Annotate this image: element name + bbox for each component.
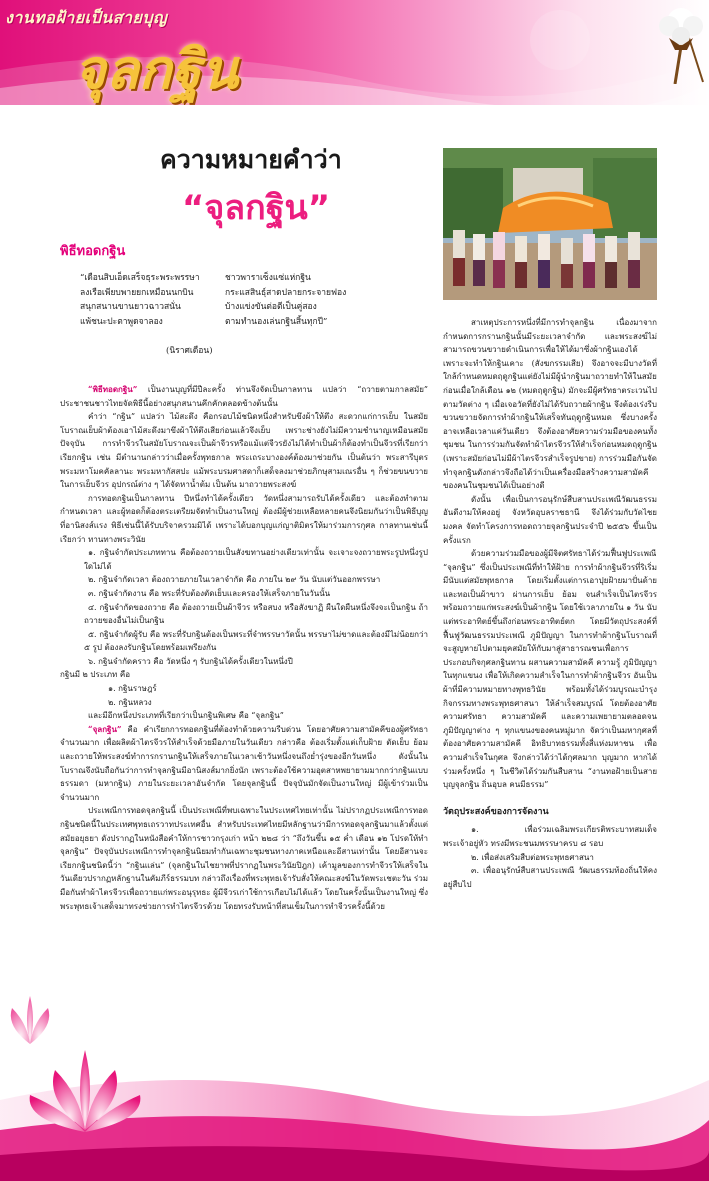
poem-line: แพ้ชนะปะตาพูดจาลอง (80, 316, 163, 327)
ceremony-photo (443, 148, 657, 300)
highlight-term: “พิธีทอดกฐิน” (88, 384, 138, 394)
page-title: ความหมายคำว่า (160, 145, 342, 174)
paragraph: กฐินมี ๒ ประเภท คือ (60, 670, 131, 680)
paragraph: ประเพณีการทอดจุลกฐินนี้ เป็นประเพณีที่พบเฉพาะในประเทศไทยเท่านั้น ไม่ปรากฏประเพณีการทอดกฐินชนิดนี้ในประเทศพุทธเถรวาทประเทศอื่น สำหรับประเทศไทยมีหลักฐานว่ามีการทอดจุลกฐินมาแล้วตั้งแต่สมัยอยุธยา ดังปรากฏในหนังสือคำให้การชาวกรุงเก่า หน้า ๒๒๘ ว่า “ถึงวันขึ้น ๑๕ ค่ำ เดือน ๑๒ โปรดให้ทำจุลกฐิน” ปัจจุบันประเพณีการทำจุลกฐินนิยมทำกันเฉพาะชุมชนทางภาคเหนือและอีสานเท่านั้น โดยอีสานจะเรียกกฐินชนิดนี้ว่า “กฐินแล่น” (จุลกฐินในไชยาพที่ปรากฏในพระวินัยปิฎก) เค้ามูลของการทำจีวรให้เสร็จในวันเดียวปรากฏหลักฐานในคัมภีร์ธรรมบท กล่าวถึงเรื่องที่พระพุทธเจ้ารับสั่งให้คณะสงฆ์ในวัดพระเชตะวัน ร่วมมือกันทำผ้าไตรจีวรเพื่อถวายแก่พระอนุรุทธะ ผู้มีจีวรเก่าใช้การเกือบไม่ได้แล้ว โดยในครั้งนั้นเป็นงานใหญ่ ซึ่งพระพุทธเจ้าเสด็จมาทรงช่วยการทำไตรจีวรด้วย โดยทรงรับหน้าที่สนเข็มในการทำจีวรครั้งนี้ด้วย (60, 806, 428, 911)
poem-source: (นิราศเดือน) (166, 346, 213, 356)
poem-line: ลงเรือเพียบพายยกเหมือนนกบิน (80, 287, 194, 298)
poem-line: “เดือนสิบเอ็ดเสร็จธุระพระพรรษา (80, 273, 200, 283)
list-item: ๑. กฐินราษฎร์ (108, 684, 157, 694)
highlight-term: “จุลกฐิน” (88, 723, 122, 734)
ceremony-photo-illustration (443, 148, 657, 300)
poem-line: บ้างแข่งขันต่อตีเป็นคู่สอง (225, 302, 317, 312)
poem-row (70, 315, 370, 330)
paragraph: ดังนั้น เพื่อเป็นการอนุรักษ์สืบสานประเพณีวัฒนธรรมอันดีงามให้คงอยู่ จังหวัดอุบลราชธานี จึงได้ร่วมกับวัดไชยมงคล จัดทำโครงการทอดถวายจุลกฐินประจำปี ๒๕๕๖ ขึ้นเป็นครั้งแรก (443, 494, 657, 545)
objective-item: ๑. เพื่อร่วมเฉลิมพระเกียรติพระบาทสมเด็จพระเจ้าอยู่หัว ทรงมีพระชนมพรรษาครบ ๘ รอบ (443, 825, 657, 848)
list-item: ๒. กฐินจำกัดเวลา ต้องถวายภายในเวลาจำกัด คือ ภายใน ๒๙ วัน นับแต่วันออกพรรษา (88, 575, 381, 585)
poem-line: สนุกสนานขานยาวฉาวสนั่น (80, 302, 181, 312)
lotus-footer-illustration (0, 950, 709, 1181)
top-banner (0, 0, 709, 105)
paragraph-text: เป็นงานบุญที่มีปีละครั้ง ท่านจึงจัดเป็นกาลทาน แปลว่า “ถวายตามกาลสมัย” ประชาชนชาวไทยจัดพิธีนี้อย่างสนุกสนานคึกคักตลอดข้างต้นนั้น (60, 385, 428, 408)
list-item: ๔. กฐินจำกัดของถวาย คือ ต้องถวายเป็นผ้าจีวร หรือสบง หรือสังฆาฏิ ผืนใดผืนหนึ่งจึงจะเป็นกฐิน ถ้าถวายของอื่นไม่เป็นกฐิน (84, 602, 428, 626)
list-item: ๕. กฐินจำกัดผู้รับ คือ พระที่รับกฐินต้องเป็นพระที่จำพรรษาวัดนั้น พรรษาไม่ขาดและต้องมีไม่น้อยกว่า ๕ รูป ต้องลงรับกฐินโดยพร้อมเพรียงกัน (84, 629, 428, 653)
objectives-title: วัตถุประสงค์ของการจัดงาน (443, 806, 549, 817)
list-item: ๖. กฐินจำกัดคราว คือ วัดหนึ่ง ๆ รับกฐินได้ครั้งเดียวในหนึ่งปี (88, 656, 293, 666)
objective-item: ๓. เพื่ออนุรักษ์สืบสานประเพณี วัฒนธรรมท้องถิ่นให้คงอยู่สืบไป (443, 866, 657, 889)
banner-title: จุลกฐิน (74, 37, 239, 101)
banner-subtitle: งานทอฝ้ายเป็นสายบุญ (5, 8, 168, 27)
list-item: ๒. กฐินหลวง (108, 697, 152, 707)
paragraph: คำว่า “กฐิน” แปลว่า ไม้สะดึง คือกรอบไม้ชนิดหนึ่งสำหรับขึงผ้าให้ตึง สะดวกแก่การเย็บ ในสมัยโบราณเย็บผ้าต้องเอาไม้สะดึงมาขึงผ้าให้ตึงเสียก่อนแล้วจึงเย็บ เพราะช่างยังไม่มีความชำนาญเหมือนสมัยปัจจุบัน การทำจีวรในสมัยโบราณจะเป็นผ้าจีวรหรือแม้แต่จีวรยังไม่ได้ทำเป็นผ้าก็ต้องทำเป็นจีวรที่เรียกว่าเรียกกฐิน เช่น มีตำนานกล่าวว่าเมื่อครั้งพุทธกาล พระเถระบางองค์ต้องมาช่วยกัน เป็นต้นว่า พระสารีบุตร พระมหาโมคคัลลานะ พระมหากัสสปะ แม้พระบรมศาสดาก็เสด็จลงมาช่วยภิกษุสามเณรอื่น ๆ ก็ช่วยขนขวายในการเย็บจีวร อุปกรณ์ต่าง ๆ ได้จัดหาน้ำต้ม เป็นต้น มาถวายพระสงฆ์ (60, 412, 428, 490)
footer-decoration (0, 950, 709, 1181)
list-item: ๑. กฐินจำกัดประเภททาน คือต้องถวายเป็นสังฆทานอย่างเดียวเท่านั้น จะเจาะจงถวายพระรูปหนึ่งรูปใดไม่ได้ (84, 548, 428, 571)
intro-paragraph (60, 383, 428, 410)
poem-row (70, 271, 370, 286)
paragraph: สาเหตุประการหนึ่งที่มีการทำจุลกฐิน เนื่องมาจากกำหนดการกรานกฐินนั้นมีระยะเวลาจำกัด และพระสงฆ์ไม่สามารถขวนขวายดำเนินการเพื่อให้ได้มาซึ่งผ้ากฐินเองได้ เพราะจะทำให้กฐินเคาะ (สังฆกรรมเสีย) จึงอาจจะมีบางวัดที่ใกล้กำหนดหมดฤดูกฐินแต่ยังไม่มีผู้นำกฐินมาถวายทำให้ในสมัยก่อนเมื่อใกล้เดือน ๑๒ (หมดฤดูกฐิน) มักจะมีผู้ศรัทธาตระเวนไปตามวัดต่าง ๆ เมื่อเจอวัดที่ยังไม่ได้รับถวายผ้ากฐิน จึงต้องเร่งรีบขวนขวายจัดการทำผ้ากฐินให้เสร็จทันฤดูกฐินหมด ซึ่งบางครั้งอาจเหลือเวลาแค่วันเดียว จึงต้องอาศัยความร่วมมือของคนทั้งชุมชน ในการร่วมกันจัดทำผ้าไตรจีวรให้สำเร็จก่อนหมดฤดูกฐิน (เพราะสมัยก่อนไม่มีผ้าไตรจีวรสำเร็จรูปขาย) การร่วมมือกันจัดทำจุลกฐินดังกล่าวจึงถือได้ว่าเป็นเครื่องมือสร้างความสามัคคีของคนในชุมชนได้เป็นอย่างดี (443, 318, 657, 491)
chula-paragraph (60, 723, 428, 805)
paragraph: การทอดกฐินเป็นกาลทาน ปีหนึ่งทำได้ครั้งเดียว วัดหนึ่งสามารถรับได้ครั้งเดียว และต้องทำตามกำหนดเวลา และผู้ทอดก็ต้องตระเตรียมจัดทำเป็นงานใหญ่ ต้องมีผู้ช่วยเหลือหลายคนจึงนิยมกันว่าเป็นพิธีบุญที่อานิสงส์แรง พิธีเช่นนี้ได้รับบริจาครวมมิได้ เพราะได้บอกบุญแก่ญาติมิตรให้มาร่วมการกุศล กาลทานเช่นนี้เรียกว่า ทานทางพระวินัย (60, 493, 428, 544)
paragraph-text: คือ คำเรียกการทอดกฐินที่ต้องทำด้วยความรีบด่วน โดยอาศัยความสามัคคีของผู้ศรัทธาจำนวนมาก เพื่อผลิตผ้าไตรจีวรให้สำเร็จด้วยมือภายในวันเดียว กล่าวคือ ต้องเริ่มตั้งแต่เก็บฝ้าย ตัดเย็บ ย้อม และถวายให้พระสงฆ์ทำการกรานกฐินให้เสร็จภายในเวลาเช้าวันหนึ่งจนถึงย่ำรุ่งของอีกวันหนึ่ง ดังนั้นในโบราณจึงนับถือกันว่าการทำจุลกฐินมีอานิสงส์มากยิ่งนัก เพราะต้องใช้ความอุตสาหพยายามมากกว่ากฐินแบบธรรมดา (มหากฐิน) ภายในระยะเวลาอันจำกัด โดยจุลกฐินนี้ ปัจจุบันมักจัดเป็นงานใหญ่ มีผู้เข้าร่วมเป็นจำนวนมาก (60, 724, 428, 802)
left-column (60, 383, 428, 913)
poem-line: ชาวพาราเซ็งแซ่แห่กฐิน (225, 273, 311, 283)
poem-row (70, 300, 370, 315)
cotton-flower-icon (643, 0, 709, 84)
poem-line: ตามทำนองเล่นกฐินสิ้นทุกปี” (225, 316, 328, 327)
poem-line: กระแสสินธุ์สาดปลายกระจายฟอง (225, 287, 347, 298)
objective-item: ๒. เพื่อส่งเสริมสืบต่อพระพุทธศาสนา (471, 852, 594, 862)
paragraph: และมีอีกหนึ่งประเภทที่เรียกว่าเป็นกฐินพิเศษ คือ “จุลกฐิน” (88, 711, 284, 721)
poem-row (70, 286, 370, 301)
paragraph: ด้วยความร่วมมือของผู้มีจิตศรัทธาได้ร่วมฟื้นฟูประเพณี “จุลกฐิน” ซึ่งเป็นประเพณีที่ทำให้ฝ้าย การทำผ้ากฐินจีวรที่ริเริ่มมีนับแต่สมัยพุทธกาล โดยเริ่มตั้งแต่การเอาปุยฝ้ายมาปั่นด้ายและทอเป็นผ้าขาว ผ่านการเย็บ ย้อม จนสำเร็จเป็นไตรจีวร พร้อมถวายแก่พระสงฆ์เป็นผ้ากฐิน โดยใช้เวลาภายใน ๑ วัน นับแต่พระอาทิตย์ขึ้นถึงก่อนพระอาทิตย์ตก โดยมีวัตถุประสงค์ที่ฟื้นฟูวัฒนธรรมประเพณี ภูมิปัญญา ในการทำผ้ากฐินโบราณที่จะสูญหายไปตามยุคสมัยให้กับมาสู่สาธารณชนเพื่อการประกอบกิจกุศลกฐินทาน ผสานความสามัคคี ความรู้ ภูมิปัญญา ในทุกแขนง เพื่อให้เกิดความสำเร็จในการทำผ้ากฐินจีวร อันเป็นผ้าที่มีความหมายทางพุทธวินัย พร้อมทั้งได้ร่วมบูรณะบำรุงกิจกรรมทางพระพุทธศาสนา ให้ลำเร็จสมบูรณ์ โดยต้องอาศัยความศรัทธา ความสามัคคี และความเพยายามตลอดจนภูมิปัญญาต่าง ๆ ทุกแขนงของคนหมู่มาก จัดว่าเป็นมหากุศลที่ต้องอาศัยความสามัคคี อิทธิบาทธรรมทั้งสี่แห่งมหาชน เพื่อความสำเร็จในกุศล จึงกล่าวได้ว่าได้กุศลมาก บุญมาก หากได้ร่วมครั้งหนึ่ง ๆ ในชีวิตได้ร่วมกันสืบสาน “งานทอฝ้ายเป็นสายบุญจุลกฐิน ถิ่นอุบล คนมีธรรม” (443, 549, 657, 790)
right-column (443, 316, 657, 891)
page-subtitle: “จุลกฐิน” (182, 188, 331, 228)
section-title: พิธีทอดกฐิน (60, 244, 126, 259)
list-item: ๓. กฐินจำกัดงาน คือ พระที่รับต้องตัดเย็บและครองให้เสร็จภายในวันนั้น (88, 588, 331, 598)
poem (70, 271, 370, 329)
